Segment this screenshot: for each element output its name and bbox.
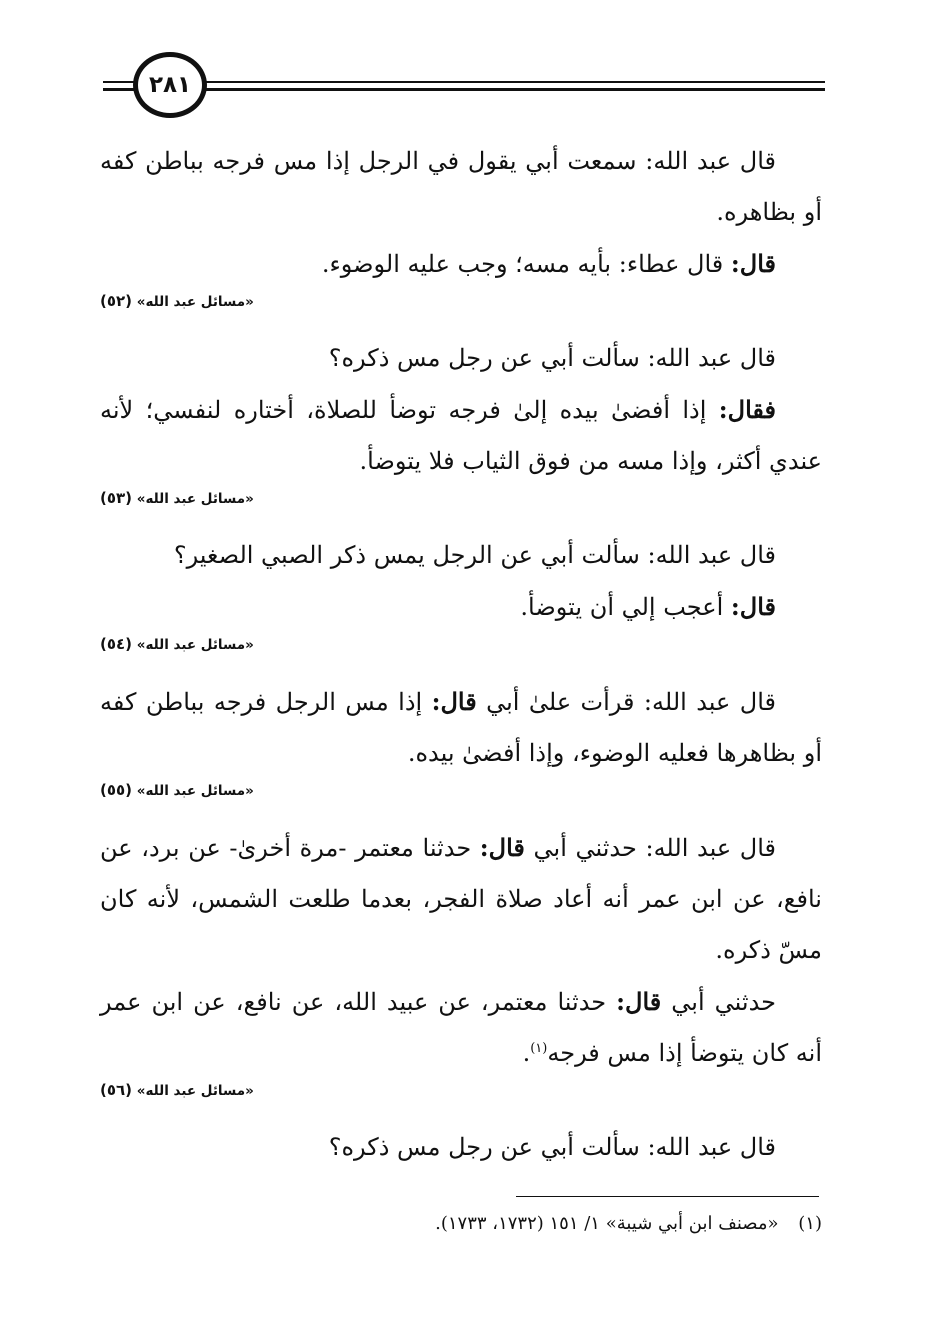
footnote-ref: (١) — [530, 1041, 548, 1056]
page-header — [0, 0, 931, 130]
page-body — [100, 136, 822, 1173]
header-rule-top — [103, 81, 825, 83]
paragraph — [100, 238, 822, 290]
paragraph — [100, 676, 822, 779]
source-label: «مسائل عبد الله» — [136, 783, 254, 799]
paragraph-text: قال عبد الله: سمعت أبي يقول في الرجل إذا مس فرجه بباطن كفه أو بظاهره. — [100, 147, 822, 226]
speaker-label: قال: — [616, 987, 662, 1016]
source-label: «مسائل عبد الله» — [136, 491, 254, 507]
paragraph-text: قال عبد الله: سألت أبي عن رجل مس ذكره؟ — [328, 344, 776, 372]
paragraph — [100, 136, 822, 238]
paragraph — [100, 1122, 822, 1173]
source-label: «مسائل عبد الله» — [136, 637, 254, 653]
speaker-label: قال: — [730, 592, 776, 621]
page-number: ٢٨١ — [148, 72, 192, 98]
paragraph-text: حدثنا معتمر -مرة أخرىٰ- عن برد، عن نافع، عن ابن عمر أنه أعاد صلاة الفجر، بعدما طلعت الشمس، لأنه كان مسّ ذكره. — [100, 834, 822, 964]
paragraph — [100, 384, 822, 487]
source-number: (٥٢) — [100, 292, 133, 310]
header-rule-bottom — [103, 88, 825, 91]
paragraph — [100, 581, 822, 633]
footnote-number: (١) — [798, 1213, 822, 1234]
source-label: «مسائل عبد الله» — [136, 294, 254, 310]
page-number-badge — [133, 52, 207, 118]
paragraph-text: إذا أفضىٰ بيده إلىٰ فرجه توضأ للصلاة، أختاره لنفسي؛ لأنه عندي أكثر، وإذا مسه من فوق الثياب فلا يتوضأ. — [100, 396, 822, 475]
paragraph-lead: قال عبد الله: حدثني أبي — [524, 834, 776, 862]
source-citation — [100, 292, 822, 311]
footnote-text: «مصنف ابن أبي شيبة» ١/ ١٥١ (١٧٣٢، ١٧٣٣). — [435, 1213, 779, 1234]
source-citation — [100, 489, 822, 508]
footnote-separator — [516, 1196, 819, 1197]
source-citation — [100, 635, 822, 654]
source-number: (٥٤) — [100, 635, 133, 653]
source-number: (٥٦) — [100, 1081, 133, 1099]
paragraph-text: قال عطاء: بأيه مسه؛ وجب عليه الوضوء. — [321, 250, 731, 278]
footnote — [100, 1210, 822, 1238]
paragraph-end: . — [522, 1039, 531, 1067]
paragraph-lead: حدثني أبي — [661, 988, 776, 1016]
source-citation — [100, 1081, 822, 1100]
paragraph-text: إذا مس الرجل فرجه بباطن كفه أو بظاهرها فعليه الوضوء، وإذا أفضىٰ بيده. — [100, 688, 822, 767]
paragraph — [100, 976, 822, 1079]
speaker-label: قال: — [479, 833, 525, 862]
speaker-label: فقال: — [718, 395, 776, 424]
paragraph-text: قال عبد الله: سألت أبي عن الرجل يمس ذكر الصبي الصغير؟ — [173, 541, 776, 569]
paragraph — [100, 530, 822, 581]
speaker-label: قال: — [431, 687, 477, 716]
paragraph — [100, 822, 822, 976]
paragraph-text: قال عبد الله: سألت أبي عن رجل مس ذكره؟ — [328, 1133, 776, 1161]
source-number: (٥٥) — [100, 781, 133, 799]
paragraph — [100, 333, 822, 384]
paragraph-lead: قال عبد الله: قرأت علىٰ أبي — [476, 688, 776, 716]
paragraph-text: أعجب إلي أن يتوضأ. — [520, 593, 731, 621]
source-label: «مسائل عبد الله» — [136, 1083, 254, 1099]
source-number: (٥٣) — [100, 489, 133, 507]
source-citation — [100, 781, 822, 800]
speaker-label: قال: — [730, 249, 776, 278]
paragraph-text: حدثنا معتمر، عن عبيد الله، عن نافع، عن ابن عمر أنه كان يتوضأ إذا مس فرجه — [100, 988, 822, 1067]
